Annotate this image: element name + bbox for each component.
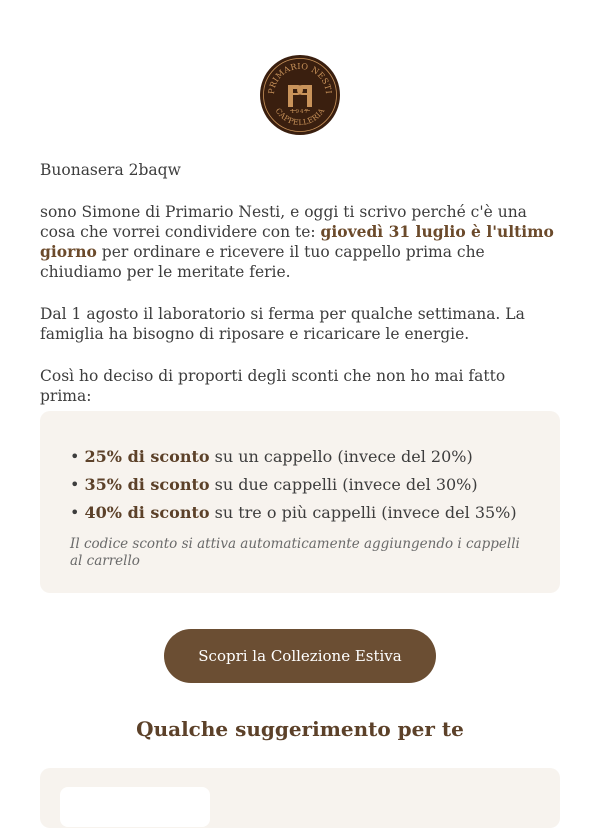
logo-text-top: PRIMARIO NESTI [265, 60, 335, 95]
discount-detail: su due cappelli (invece del 30%) [209, 475, 478, 494]
discount-intro-paragraph: Così ho deciso di proporti degli sconti che non ho mai fatto prima: [40, 367, 506, 405]
logo-seal-icon [260, 55, 340, 135]
discount-amount: 40% di sconto [84, 503, 210, 522]
discount-item: • 35% di sconto su due cappelli (invece del 30%) [70, 475, 478, 494]
discount-item: • 25% di sconto su un cappello (invece del 20%) [70, 447, 473, 466]
brand-logo[interactable] [260, 55, 340, 135]
discount-detail: su tre o più cappelli (invece del 35%) [209, 503, 517, 522]
discount-list [70, 443, 517, 527]
product-card[interactable] [60, 787, 210, 827]
discount-amount: 35% di sconto [84, 475, 210, 494]
intro-text-end: per ordinare e ricevere il tuo cappello prima che chiudiamo per le meritate ferie. [40, 243, 485, 281]
suggestions-title: Qualche suggerimento per te [136, 717, 464, 741]
logo-text-bottom: CAPPELLERIA [273, 106, 327, 128]
greeting: Buonasera 2baqw [40, 161, 181, 179]
discount-amount: 25% di sconto [84, 447, 210, 466]
intro-paragraph [40, 202, 560, 282]
intro-text: sono Simone di Primario Nesti, e oggi ti scrivo perché c'è una cosa che vorrei condividere con te: [40, 203, 527, 241]
discount-item: • 40% di sconto su tre o più cappelli (invece del 35%) [70, 503, 517, 522]
logo-year: 1947 [291, 109, 309, 115]
discount-detail: su un cappello (invece del 20%) [209, 447, 473, 466]
discount-note: Il codice sconto si attiva automaticamente aggiungendo i cappelli al carrello [70, 536, 520, 569]
discount-offer-box [40, 411, 560, 593]
deadline-highlight: giovedì 31 luglio è l'ultimo giorno [40, 222, 554, 261]
suggestions-section [40, 768, 560, 828]
summer-collection-button[interactable]: Scopri la Collezione Estiva [164, 629, 436, 683]
closure-paragraph: Dal 1 agosto il laboratorio si ferma per qualche settimana. La famiglia ha bisogno di riposare e ricaricare le energie. [40, 305, 525, 343]
